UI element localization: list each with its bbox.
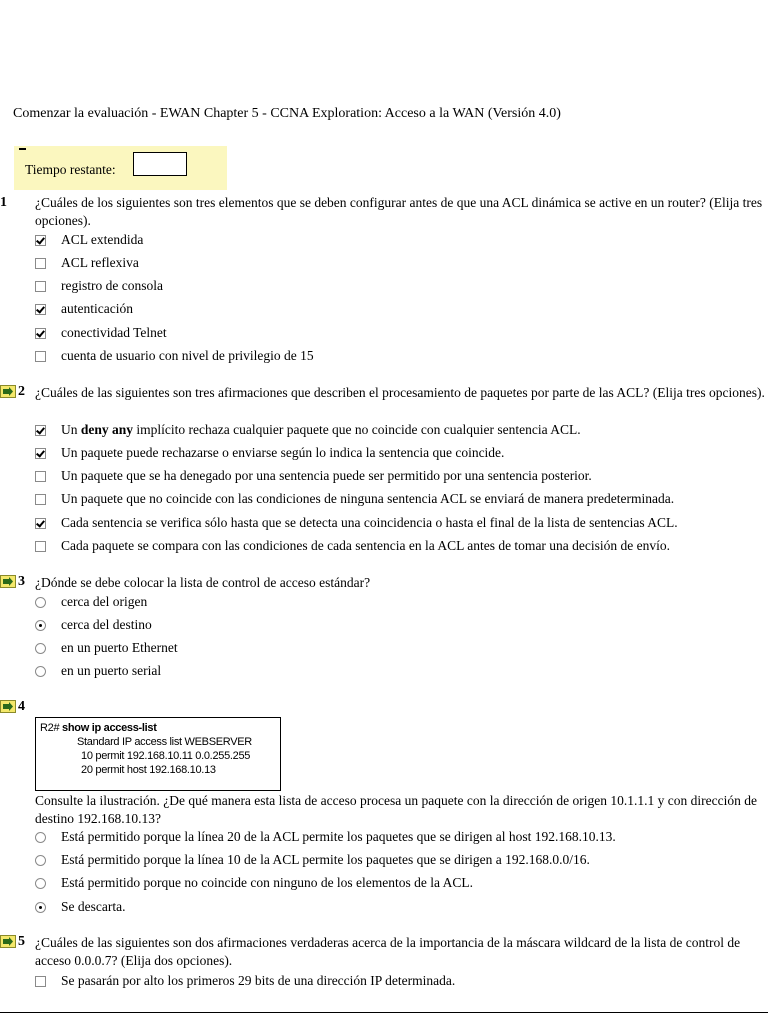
option-label: conectividad Telnet: [61, 325, 167, 340]
option-label: en un puerto serial: [61, 663, 162, 678]
timer-field: [133, 152, 187, 176]
checkbox[interactable]: [35, 448, 46, 459]
question-text: ¿Dónde se debe colocar la lista de control de acceso estándar?: [35, 575, 371, 590]
question-number: 1: [0, 195, 7, 210]
exhibit-line: 20 permit host 192.168.10.13: [81, 764, 216, 776]
radio-button[interactable]: [35, 643, 46, 654]
radio-button[interactable]: [35, 620, 46, 631]
exhibit-panel: [35, 717, 281, 791]
option-label: registro de consola: [61, 278, 163, 293]
option-label: Un paquete que no coincide con las condiciones de ninguna sentencia ACL se enviará de manera predeterminada.: [61, 491, 675, 506]
option-label: ACL reflexiva: [61, 255, 139, 270]
checkbox[interactable]: [35, 328, 46, 339]
checkbox[interactable]: [35, 494, 46, 505]
exhibit-line: 10 permit 192.168.10.11 0.0.255.255: [81, 750, 251, 762]
option-label: en un puerto Ethernet: [61, 640, 178, 655]
option-label: autenticación: [61, 301, 133, 316]
checkbox[interactable]: [35, 281, 46, 292]
arrow-marker-icon: [0, 575, 16, 588]
checkbox[interactable]: [35, 518, 46, 529]
checkbox[interactable]: [35, 351, 46, 362]
option-label: cuenta de usuario con nivel de privilegio de 15: [61, 348, 314, 363]
question-number: 3: [18, 574, 25, 589]
checkbox[interactable]: [35, 235, 46, 246]
question-text: ¿Cuáles de las siguientes son tres afirmaciones que describen el procesamiento de paquetes por parte de las ACL? (Elija tres opciones).: [35, 385, 765, 400]
option-label: Cada sentencia se verifica sólo hasta que se detecta una coincidencia o hasta el final de la lista de sentencias ACL.: [61, 515, 678, 530]
radio-button[interactable]: [35, 855, 46, 866]
timer-panel: [14, 146, 227, 190]
option-label: Está permitido porque la línea 10 de la ACL permite los paquetes que se dirigen a 192.168.0.0/16.: [61, 852, 590, 867]
option-label: Un paquete que se ha denegado por una sentencia puede ser permitido por una sentencia posterior.: [61, 468, 592, 483]
option-label: Se descarta.: [61, 899, 126, 914]
option-label: cerca del origen: [61, 594, 148, 609]
radio-button[interactable]: [35, 666, 46, 677]
arrow-marker-icon: [0, 700, 16, 713]
timer-label: Tiempo restante:: [25, 162, 116, 177]
exhibit-line: Standard IP access list WEBSERVER: [77, 736, 252, 748]
option-label: Está permitido porque no coincide con ninguno de los elementos de la ACL.: [61, 875, 474, 890]
question-text: Consulte la ilustración. ¿De qué manera esta lista de acceso procesa un paquete con la dirección de origen 10.1.1.1 y con dirección de destino 192.168.10.13?: [35, 793, 757, 826]
checkbox[interactable]: [35, 425, 46, 436]
option-label: Se pasarán por alto los primeros 29 bits de una dirección IP determinada.: [61, 973, 456, 988]
question-number: 4: [18, 699, 25, 714]
arrow-marker-icon: [0, 935, 16, 948]
checkbox[interactable]: [35, 258, 46, 269]
radio-button[interactable]: [35, 597, 46, 608]
radio-button[interactable]: [35, 878, 46, 889]
exhibit-command: show ip access-list: [62, 722, 157, 734]
checkbox[interactable]: [35, 471, 46, 482]
question-number: 2: [18, 384, 25, 399]
option-label: Un deny any implícito rechaza cualquier paquete que no coincide con cualquier sentencia ACL.: [61, 422, 581, 437]
checkbox[interactable]: [35, 976, 46, 987]
option-label: ACL extendida: [61, 232, 144, 247]
question-number: 5: [18, 934, 25, 949]
question-text: ¿Cuáles de los siguientes son tres elementos que se deben configurar antes de que una ACL dinámica se active en un router? (Elija tres opciones).: [35, 195, 763, 228]
page-title: Comenzar la evaluación - EWAN Chapter 5 - CCNA Exploration: Acceso a la WAN (Versión 4.0): [13, 106, 561, 121]
question-text: ¿Cuáles de las siguientes son dos afirmaciones verdaderas acerca de la importancia de la máscara wildcard de la lista de control de acceso 0.0.0.7? (Elija dos opciones).: [35, 935, 741, 968]
option-label: Un paquete puede rechazarse o enviarse según lo indica la sentencia que coincide.: [61, 445, 505, 460]
arrow-marker-icon: [0, 385, 16, 398]
checkbox[interactable]: [35, 304, 46, 315]
radio-button[interactable]: [35, 902, 46, 913]
option-label: cerca del destino: [61, 617, 152, 632]
radio-button[interactable]: [35, 832, 46, 843]
option-label: Cada paquete se compara con las condiciones de cada sentencia en la ACL antes de tomar una decisión de envío.: [61, 538, 671, 553]
option-label: Está permitido porque la línea 20 de la ACL permite los paquetes que se dirigen al host 192.168.10.13.: [61, 829, 616, 844]
divider: [0, 1012, 768, 1013]
exhibit-prompt: R2#: [40, 722, 60, 734]
checkbox[interactable]: [35, 541, 46, 552]
collapse-dash-icon[interactable]: [19, 148, 26, 150]
